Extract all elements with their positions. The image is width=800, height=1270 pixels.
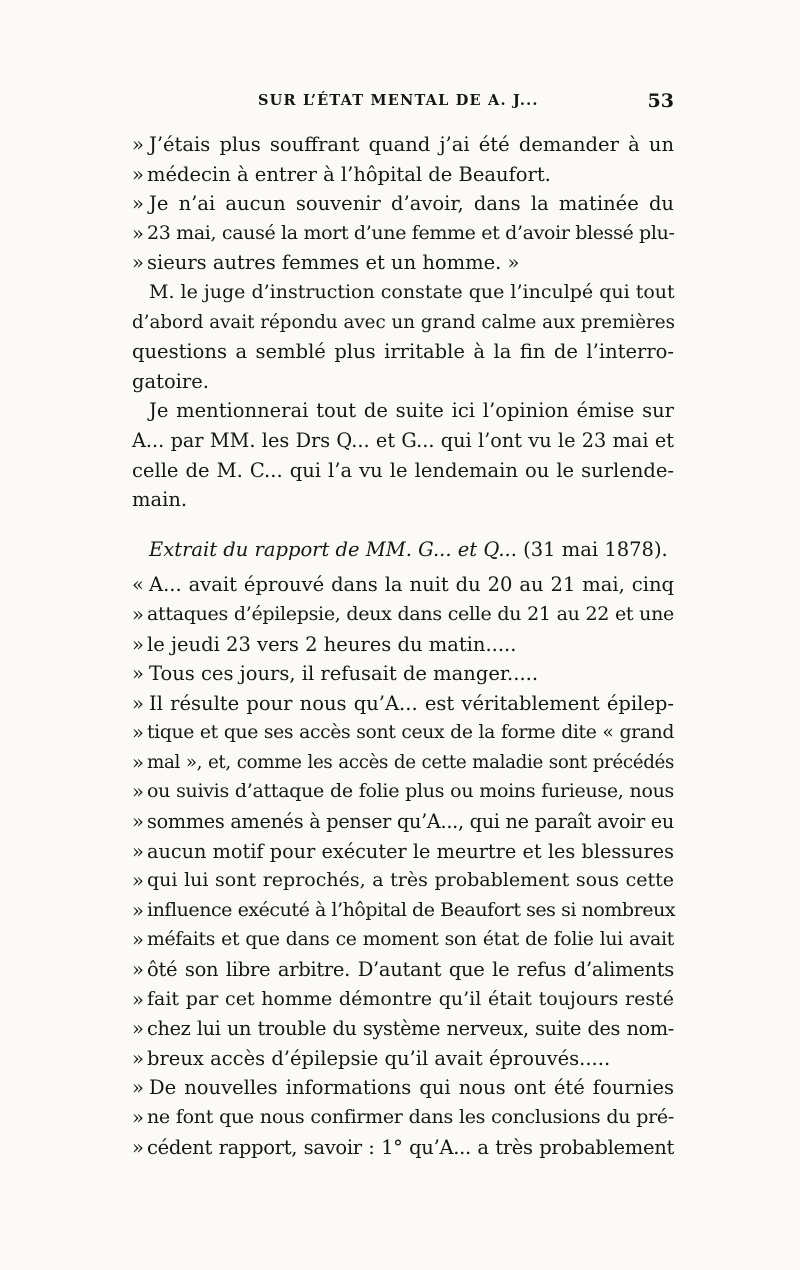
heading-italic: Extrait du rapport de MM. G... et Q... — [149, 537, 517, 561]
quote-line: » fait par cet homme démontre qu’il était toujours resté — [132, 987, 674, 1011]
quote-line: » breux accès d’épilepsie qu’il avait éprouvés..... — [132, 1046, 611, 1070]
text-line: d’abord avait répondu avec un grand calme aux premières — [132, 311, 675, 333]
text-line: » sieurs autres femmes et un homme. » — [132, 251, 520, 275]
text-line: » 23 mai, causé la mort d’une femme et d’avoir blessé plu- — [132, 221, 675, 245]
quote-line: » ou suivis d’attaque de folie plus ou moins furieuse, nous — [132, 780, 674, 804]
quote-line: » attaques d’épilepsie, deux dans celle du 21 au 22 et une — [132, 602, 674, 626]
quote-line: » chez lui un trouble du système nerveux, suite des nom- — [132, 1017, 674, 1041]
text-line: questions a semblé plus irritable à la fin de l’interro- — [132, 340, 674, 364]
quote-line: » tique et que ses accès sont ceux de la forme dite « grand — [132, 721, 674, 745]
quote-line: » méfaits et que dans ce moment son état de folie lui avait — [132, 928, 674, 952]
quote-line: » Il résulte pour nous qu’A... est véritablement épilep- — [132, 691, 674, 715]
quote-line: » mal », et, comme les accès de cette maladie sont précédés — [132, 750, 674, 774]
running-title: SUR L’ÉTAT MENTAL DE A. J... — [258, 92, 539, 109]
quote-line: » influence exécuté à l’hôpital de Beaufort ses si nombreux — [132, 898, 676, 922]
section-heading — [132, 535, 674, 565]
text-line: celle de M. C... qui l’a vu le lendemain ou le surlende- — [132, 458, 674, 482]
page-number: 53 — [647, 90, 674, 112]
body-text — [132, 130, 674, 1162]
text-line: » Je n’ai aucun souvenir d’avoir, dans la matinée du — [132, 192, 674, 216]
quote-line: » sommes amenés à penser qu’A..., qui ne paraît avoir eu — [132, 810, 674, 834]
quote-line: « A... avait éprouvé dans la nuit du 20 au 21 mai, cinq — [132, 573, 674, 597]
text-line: Je mentionnerai tout de suite ici l’opinion émise sur — [149, 399, 674, 423]
quote-line: » cédent rapport, savoir : 1° qu’A... a très probablement — [132, 1135, 674, 1159]
text-line: » médecin à entrer à l’hôpital de Beaufort. — [132, 162, 551, 186]
quote-line: » De nouvelles informations qui nous ont été fournies — [132, 1076, 674, 1100]
quote-line: » qui lui sont reprochés, a très probablement sous cette — [132, 869, 674, 893]
text-line: M. le juge d’instruction constate que l’inculpé qui tout — [149, 280, 675, 303]
heading-date: (31 mai 1878). — [523, 537, 668, 561]
quote-line: » Tous ces jours, il refusait de manger..... — [132, 662, 539, 686]
quote-line: » aucun motif pour exécuter le meurtre et les blessures — [132, 839, 674, 863]
text-line: gatoire. — [132, 369, 209, 393]
quote-line: » le jeudi 23 vers 2 heures du matin..... — [132, 632, 517, 656]
text-line: main. — [132, 488, 188, 512]
text-line: » J’étais plus souffrant quand j’ai été demander à un — [132, 133, 674, 156]
page-header — [132, 92, 674, 114]
quote-line: » ne font que nous confirmer dans les conclusions du pré- — [132, 1106, 674, 1129]
text-line: A... par MM. les Drs Q... et G... qui l’ont vu le 23 mai et — [132, 428, 674, 452]
quote-line: » ôté son libre arbitre. D’autant que le refus d’aliments — [132, 958, 674, 982]
